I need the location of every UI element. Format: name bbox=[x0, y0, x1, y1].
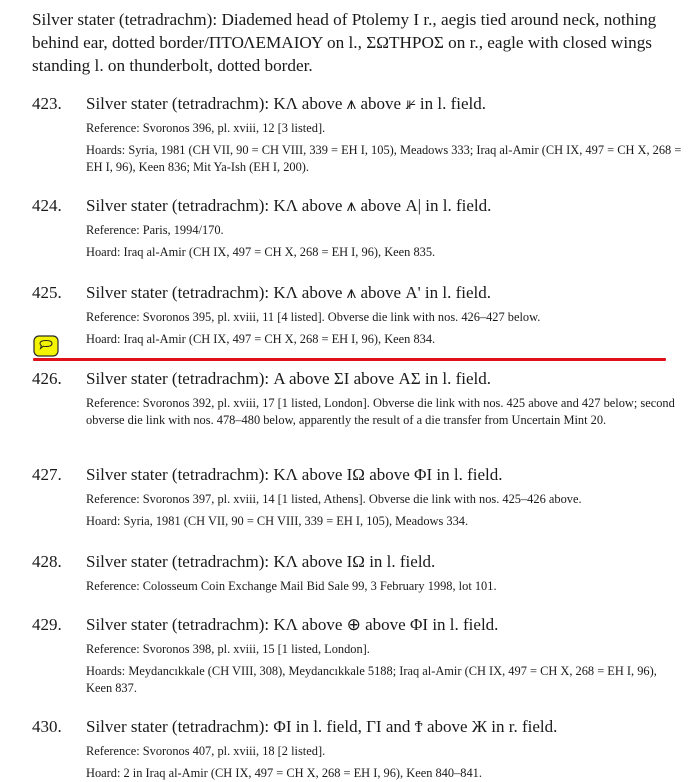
entry-title: Silver stater (tetradrachm): ΚΛ above ΙΩ above ΦΙ in l. field. bbox=[86, 465, 503, 484]
entry-hoard: Hoards: Syria, 1981 (CH VII, 90 = CH VIII, 339 = EH I, 105), Meadows 333; Iraq al-Amir (CH IX, 497 = CH X, 268 = EH I, 96), Keen 836; Mit Ya-Ish (EH I, 200). bbox=[86, 143, 682, 174]
entry-number: 425. bbox=[32, 283, 62, 302]
entry-reference: Reference: Svoronos 398, pl. xviii, 15 [1 listed, London]. bbox=[86, 642, 370, 656]
entry-reference: Reference: Svoronos 392, pl. xviii, 17 [1 listed, London]. Obverse die link with nos. 425 above and 427 below; second obverse die link with nos. 478–480 below, apparently the result of a die transfer from Uncertain Mint 20. bbox=[86, 396, 675, 427]
entry-reference: Reference: Svoronos 395, pl. xviii, 11 [4 listed]. Obverse die link with nos. 426–427 below. bbox=[86, 310, 541, 324]
entry-title: Silver stater (tetradrachm): ΚΛ above ⩚ above ⊮ in l. field. bbox=[86, 94, 487, 113]
comment-icon[interactable] bbox=[33, 335, 59, 357]
entry-reference: Reference: Paris, 1994/170. bbox=[86, 223, 224, 237]
entry-number: 430. bbox=[32, 717, 62, 736]
entry-title: Silver stater (tetradrachm): Α above ΣΙ above ΑΣ in l. field. bbox=[86, 369, 491, 388]
entry-number: 423. bbox=[32, 94, 62, 113]
entry-title: Silver stater (tetradrachm): ΦΙ in l. field, ΓΙ and Ϯ above Ж in r. field. bbox=[86, 717, 558, 736]
entry-title: Silver stater (tetradrachm): ΚΛ above ⩚ above Α| in l. field. bbox=[86, 196, 492, 215]
entry-title: Silver stater (tetradrachm): ΚΛ above ⊕ above ΦΙ in l. field. bbox=[86, 615, 499, 634]
entry-number: 426. bbox=[32, 369, 62, 388]
entry-title: Silver stater (tetradrachm): ΚΛ above ΙΩ in l. field. bbox=[86, 552, 436, 571]
intro-paragraph: Silver stater (tetradrachm): Diademed head of Ptolemy I r., aegis tied around neck, nothing behind ear, dotted border/ΠΤΟΛΕΜΑΙΟΥ on l., ΣΩΤΗΡΟΣ on r., eagle with closed wings standing l. on thunderbolt, dotted border. bbox=[32, 10, 657, 75]
entry-hoard: Hoards: Meydancıkkale (CH VIII, 308), Meydancıkkale 5188; Iraq al-Amir (CH IX, 497 = CH X, 268 = EH I, 96), Keen 837. bbox=[86, 664, 657, 695]
entry-hoard: Hoard: 2 in Iraq al-Amir (CH IX, 497 = CH X, 268 = EH I, 96), Keen 840–841. bbox=[86, 766, 482, 780]
entry-number: 424. bbox=[32, 196, 62, 215]
entry-hoard: Hoard: Syria, 1981 (CH VII, 90 = CH VIII, 339 = EH I, 105), Meadows 334. bbox=[86, 514, 469, 528]
entry-reference: Reference: Svoronos 407, pl. xviii, 18 [2 listed]. bbox=[86, 744, 326, 758]
entry-reference: Reference: Svoronos 397, pl. xviii, 14 [1 listed, Athens]. Obverse die link with nos. 425–426 above. bbox=[86, 492, 582, 506]
entry-reference: Reference: Svoronos 396, pl. xviii, 12 [3 listed]. bbox=[86, 121, 326, 135]
entry-number: 427. bbox=[32, 465, 62, 484]
entry-number: 429. bbox=[32, 615, 62, 634]
entry-hoard: Hoard: Iraq al-Amir (CH IX, 497 = CH X, 268 = EH I, 96), Keen 834. bbox=[86, 332, 436, 346]
entry-title: Silver stater (tetradrachm): ΚΛ above ⩚ above Α' in l. field. bbox=[86, 283, 492, 302]
entry-hoard: Hoard: Iraq al-Amir (CH IX, 497 = CH X, 268 = EH I, 96), Keen 835. bbox=[86, 245, 436, 259]
entry-reference: Reference: Colosseum Coin Exchange Mail Bid Sale 99, 3 February 1998, lot 101. bbox=[86, 579, 497, 593]
entry-number: 428. bbox=[32, 552, 62, 571]
red-divider-line bbox=[33, 358, 666, 361]
